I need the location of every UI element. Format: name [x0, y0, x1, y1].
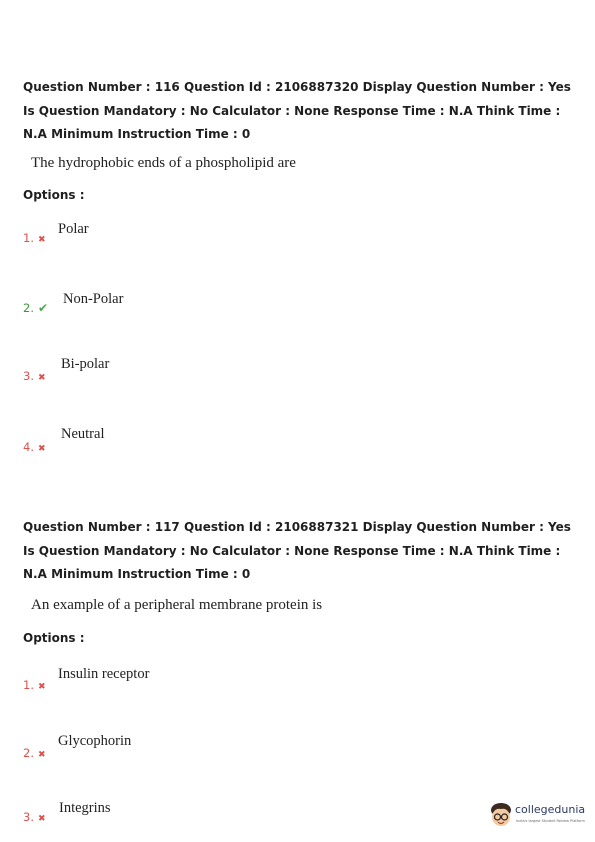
option-text: Polar — [58, 221, 89, 237]
options-label: Options : — [23, 631, 85, 645]
option-number: 2. ✖ — [23, 746, 46, 760]
collegedunia-logo — [488, 800, 588, 834]
option-text: Integrins — [59, 800, 111, 816]
question-text: An example of a peripheral membrane protein is — [31, 597, 323, 613]
cross-icon: ✖ — [37, 750, 46, 760]
option-number: 4. ✖ — [23, 440, 46, 454]
logo-tagline: India's largest Student Review Platform — [516, 819, 585, 823]
option-number: 2. ✔ — [23, 301, 49, 315]
option-number: 1. ✖ — [23, 231, 46, 245]
option-text: Neutral — [61, 426, 105, 442]
option-number: 3. ✖ — [23, 369, 46, 383]
option-text: Insulin receptor — [58, 666, 150, 682]
option-text: Bi-polar — [61, 356, 110, 372]
option-text: Non-Polar — [63, 291, 124, 307]
cross-icon: ✖ — [37, 373, 46, 383]
question-meta: Question Number : 116 Question Id : 2106887320 Display Question Number : Yes Is Question Mandatory : No Calculator : None Response Time : N.A Think Time : N.A Minimum Instruction Time : 0 — [23, 80, 571, 141]
cross-icon: ✖ — [37, 682, 46, 692]
option-text: Glycophorin — [58, 733, 132, 749]
option-number: 3. ✖ — [23, 810, 46, 824]
logo-name: collegedunia — [515, 803, 586, 816]
check-icon: ✔ — [37, 301, 49, 315]
option-number: 1. ✖ — [23, 678, 46, 692]
options-label: Options : — [23, 188, 85, 202]
cross-icon: ✖ — [37, 814, 46, 824]
cross-icon: ✖ — [37, 235, 46, 245]
question-meta: Question Number : 117 Question Id : 2106887321 Display Question Number : Yes Is Question Mandatory : No Calculator : None Response Time : N.A Think Time : N.A Minimum Instruction Time : 0 — [23, 520, 571, 581]
mascot-icon — [488, 800, 514, 830]
question-text: The hydrophobic ends of a phospholipid are — [31, 155, 296, 171]
cross-icon: ✖ — [37, 444, 46, 454]
